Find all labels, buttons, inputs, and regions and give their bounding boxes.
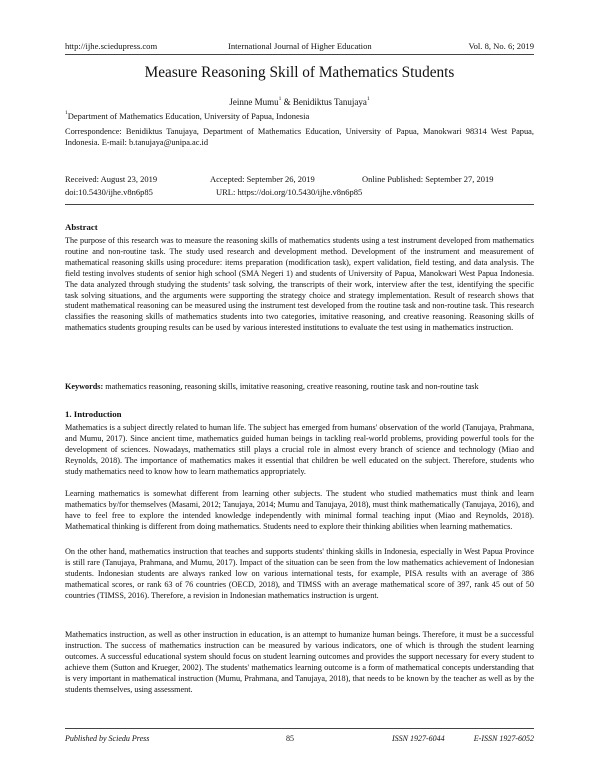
accepted-date: Accepted: September 26, 2019 bbox=[210, 174, 315, 184]
paper-title: Measure Reasoning Skill of Mathematics Students bbox=[144, 64, 455, 81]
received-date: Received: August 23, 2019 bbox=[65, 174, 158, 184]
doi[interactable]: doi:10.5430/ijhe.v8n6p85 bbox=[65, 187, 153, 197]
keywords-text: mathematics reasoning, reasoning skills, imitative reasoning, creative reasoning, routine task and non-routine task bbox=[105, 382, 479, 391]
footer-eissn: E-ISSN 1927-6052 bbox=[473, 734, 534, 743]
header-url[interactable]: http://ijhe.sciedupress.com bbox=[65, 41, 158, 51]
author-2: Benidiktus Tanujaya bbox=[292, 97, 367, 107]
intro-paragraph-3: On the other hand, mathematics instruction that teaches and supports students' thinking skills in Indonesia, especially in West Papua Province is still rare (Tanujaya, Prahmana, and Mumu, 2017). Impact of the situation can be seen from the low mathematics achievement of Indonesian students. Indonesian students are always ranked low on various international tests, for example, PISA results with an average of 386 mathematical scores, or rank 63 of 76 countries (OECD, 2018), and TIMSS with an average mathematical score of 397, rank 45 out of 50 countries (TIMSS, 2016). Therefore, a revision in Indonesian mathematics instruction is urgent. bbox=[65, 547, 534, 600]
doi-url[interactable]: URL: https://doi.org/10.5430/ijhe.v8n6p85 bbox=[216, 187, 363, 197]
affiliation bbox=[65, 111, 534, 121]
intro-heading: 1. Introduction bbox=[65, 409, 122, 419]
author-2-affil: 1 bbox=[366, 96, 370, 102]
author-sep: & bbox=[281, 97, 293, 107]
keywords-label: Keywords: bbox=[65, 382, 104, 391]
header-volume: Vol. 8, No. 6; 2019 bbox=[468, 41, 534, 51]
author-list bbox=[65, 97, 534, 107]
header-journal: International Journal of Higher Education bbox=[228, 41, 372, 51]
keywords bbox=[65, 382, 534, 393]
footer-page-number: 85 bbox=[286, 734, 294, 743]
intro-paragraph-1: Mathematics is a subject directly related to human life. The subject has emerged from humans' observation of the world (Tanujaya, Prahmana, and Mumu, 2017). Since ancient time, mathematics guided human beings in tackling real-world problems, providing powerful tools for the development of sciences. Nowadays, mathematics still plays a crucial role in almost every branch of science and technology (Miao and Reynolds, 2018). The importance of mathematics makes it essential that children be well educated on the subject. Therefore, students who study mathematics need to know how to learn mathematics appropriately. bbox=[65, 423, 534, 476]
published-date: Online Published: September 27, 2019 bbox=[362, 174, 494, 184]
dates-rule bbox=[65, 204, 534, 205]
abstract-heading: Abstract bbox=[65, 222, 98, 232]
footer-publisher: Published by Sciedu Press bbox=[65, 734, 150, 743]
affiliation-text: Department of Mathematics Education, University of Papua, Indonesia bbox=[67, 111, 310, 121]
footer-rule bbox=[65, 728, 534, 729]
author-1-affil: 1 bbox=[278, 96, 282, 102]
intro-paragraph-2: Learning mathematics is somewhat different from learning other subjects. The student who studied mathematics must think and learn mathematics by/for themselves (Masami, 2012; Tanujaya, 2014; Mumu and Tanujaya, 2018), must think mathematically (Tanujaya, 2016), and have to feel free to explore the intended knowledge independently with minimal formal teaching input (Miao and Reynolds, 2018). Mathematical thinking is different from doing mathematics. Students need to explore their thinking abilities when learning mathematics. bbox=[65, 489, 534, 531]
affiliation-mark: 1 bbox=[65, 110, 68, 116]
footer-issn: ISSN 1927-6044 bbox=[392, 734, 445, 743]
header-rule bbox=[65, 54, 534, 55]
abstract-text: The purpose of this research was to measure the reasoning skills of mathematics students using a test instrument developed from mathematics routine and non-routine task. The study used research and development method. Development of the instrument and measurement of mathematical reasoning skills using procedure: items preparation (modification task), expert validation, field testing, and data analysis. The field testing involves students of senior high school (SMA Negeri 1) and students of University of Papua, Manokwari West Papua Indonesia. The data analyzed through studying the students’ task solving, the transcripts of their work, interview after the test, identifying the specific task solving situations, and the arguments were supporting the strategy choice and strategy implementation. Result of research shows that student mathematical reasoning can be measured using the instrument test developed from the routine task and non-routine task. This research classifies the reasoning skills of mathematics students into two categories, imitative reasoning, and creative reasoning. Reasoning skills of mathematics students grouping results can be used by various interested institutions to evaluate the test using in mathematics instruction. bbox=[65, 236, 534, 333]
intro-paragraph-4: Mathematics instruction, as well as other instruction in education, is an attempt to humanize human beings. Therefore, it must be a successful instruction. The success of mathematics instruction can be measured by various indicators, one of which is through the student learning outcomes. A successful educational system should focus on student learning outcomes and provides the support necessary for every student to achieve them (Sutton and Krueger, 2002). The students' mathematics learning outcome is a form of mathematical concepts understanding that is very important in mathematical instruction (Mumu, Prahmana, and Tanujaya, 2018), that needs to be known by the teacher as well as by the students themselves, using assessment. bbox=[65, 630, 534, 694]
author-1: Jeinne Mumu bbox=[229, 97, 279, 107]
correspondence: Correspondence: Benidiktus Tanujaya, Department of Mathematics Education, University of Papua, Manokwari 98314 West Papua, Indonesia. E-mail: b.tanujaya@unipa.ac.id bbox=[65, 127, 534, 147]
